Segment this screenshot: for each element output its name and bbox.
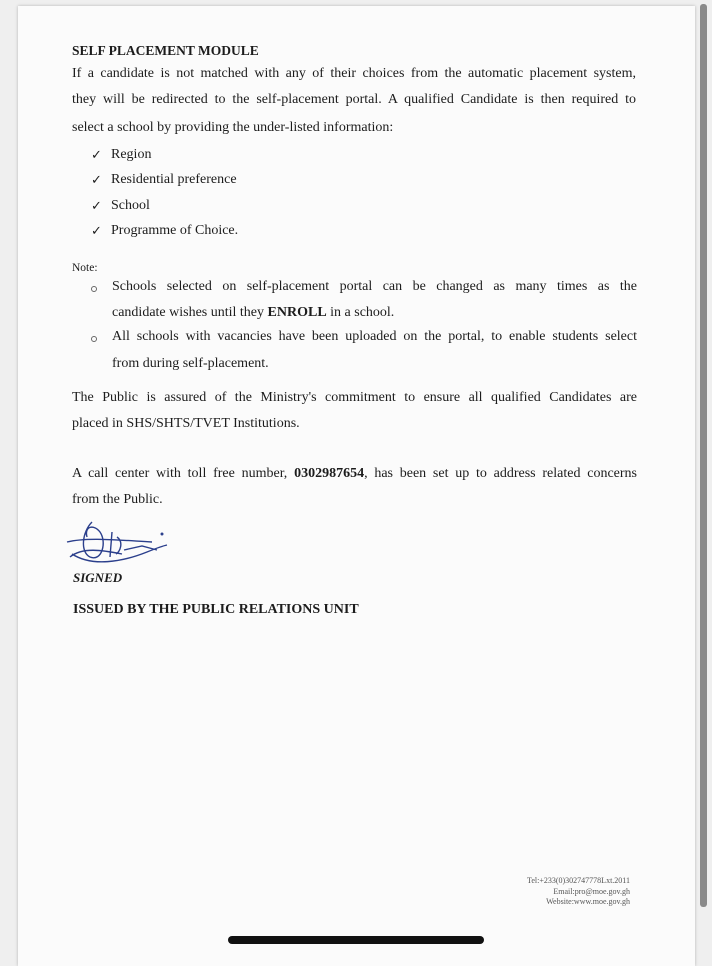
note-line: Schools selected on self-placement portal can be changed as many times as the [112,279,637,294]
call-center-line [72,466,637,482]
signature-image [62,512,172,572]
intro-line: select a school by providing the under-listed information: [72,120,394,135]
footer-website: Website:www.moe.gov.gh [546,897,630,906]
enroll-emphasis: ENROLL [267,305,327,320]
checklist-item: Residential preference [111,172,237,187]
section-title: SELF PLACEMENT MODULE [72,43,259,58]
intro-line: If a candidate is not matched with any of their choices from the automatic placement system, [72,66,636,81]
footer-email: Email:pro@moe.gov.gh [553,887,630,896]
signed-label: SIGNED [73,570,123,585]
note-line: from during self-placement. [112,356,269,371]
call-center-text: , has been set up to address related concerns [364,466,637,481]
note-line [112,305,394,321]
bullet-circle-icon [91,336,97,342]
intro-line: they will be redirected to the self-placement portal. A qualified Candidate is then required to [72,92,636,107]
call-center-line: from the Public. [72,492,163,507]
checkmark-icon: ✓ [91,198,102,213]
footer-tel: Tel:+233(0)302747778Lxt.2011 [527,876,630,885]
note-text: in a school. [326,305,395,320]
issued-by: ISSUED BY THE PUBLIC RELATIONS UNIT [73,602,359,617]
note-line: All schools with vacancies have been uploaded on the portal, to enable students select [112,329,637,344]
checklist-item: Region [111,147,152,162]
home-indicator[interactable] [228,936,484,944]
toll-free-number: 0302987654 [294,466,365,481]
scrollbar[interactable] [700,4,707,907]
checkmark-icon: ✓ [91,223,102,238]
checklist-item: School [111,198,150,213]
checkmark-icon: ✓ [91,172,102,187]
checklist-item: Programme of Choice. [111,223,239,238]
note-text: candidate wishes until they [112,305,268,320]
bullet-circle-icon [91,286,97,292]
public-line: The Public is assured of the Ministry's commitment to ensure all qualified Candidates are [72,390,637,405]
note-label: Note: [72,262,98,274]
checkmark-icon: ✓ [91,147,102,162]
call-center-text: A call center with toll free number, [72,466,295,481]
public-line: placed in SHS/SHTS/TVET Institutions. [72,416,300,431]
